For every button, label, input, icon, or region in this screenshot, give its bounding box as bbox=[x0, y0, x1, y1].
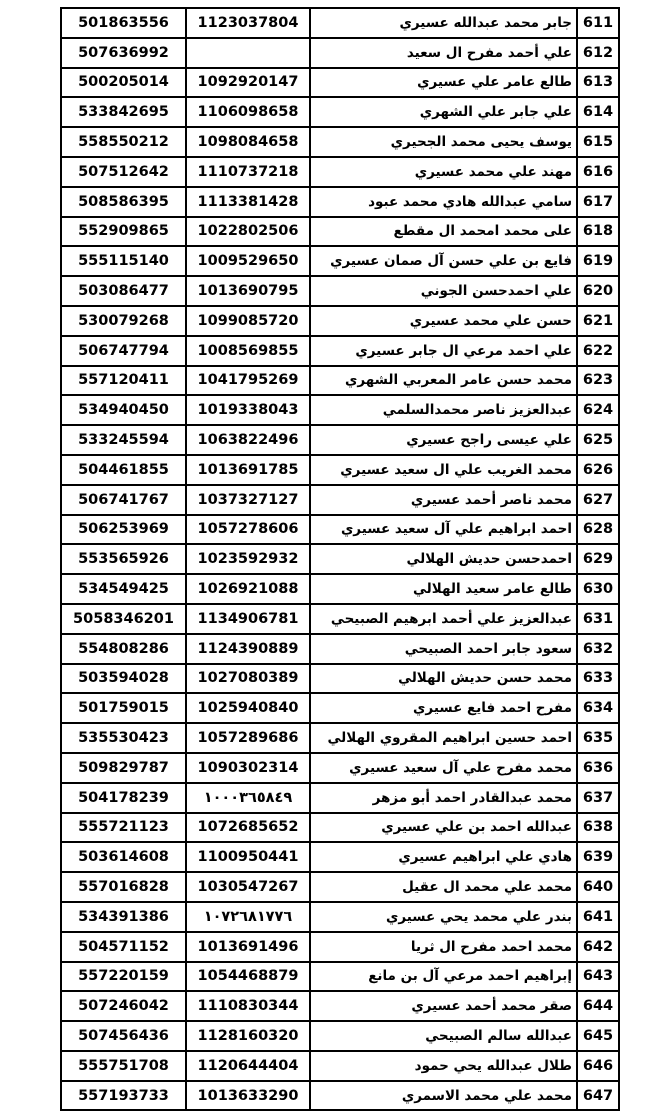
name-cell: علي أحمد مفرح ال سعيد bbox=[310, 38, 577, 68]
name-cell: علي جابر علي الشهري bbox=[310, 97, 577, 127]
id-number-cell: 1054468879 bbox=[186, 962, 310, 992]
name-cell: محمد حسن حديش الهلالي bbox=[310, 664, 577, 694]
id-number-cell: 1057289686 bbox=[186, 723, 310, 753]
name-cell: محمد حسن عامر المعربي الشهري bbox=[310, 366, 577, 396]
table-row bbox=[61, 604, 619, 634]
phone-cell: 552909865 bbox=[61, 217, 186, 247]
name-cell: على محمد امحمد ال مقطع bbox=[310, 217, 577, 247]
name-cell: علي احمد مرعي ال جابر عسيري bbox=[310, 336, 577, 366]
table-row bbox=[61, 783, 619, 813]
row-number-cell: 620 bbox=[577, 276, 619, 306]
id-number-cell: 1027080389 bbox=[186, 664, 310, 694]
id-number-cell: 1025940840 bbox=[186, 693, 310, 723]
phone-cell: 558550212 bbox=[61, 127, 186, 157]
phone-cell: 533245594 bbox=[61, 425, 186, 455]
row-number-cell: 641 bbox=[577, 902, 619, 932]
row-number-cell: 642 bbox=[577, 932, 619, 962]
name-cell: محمد احمد مفرح ال ثريا bbox=[310, 932, 577, 962]
row-number-cell: 627 bbox=[577, 485, 619, 515]
name-cell: احمد حسين ابراهيم المقروي الهلالي bbox=[310, 723, 577, 753]
table-row bbox=[61, 187, 619, 217]
name-cell: عبدالعزيز علي أحمد ابرهيم الصبيحي bbox=[310, 604, 577, 634]
name-cell: محمد مفرح علي آل سعيد عسيري bbox=[310, 753, 577, 783]
phone-cell: 507512642 bbox=[61, 157, 186, 187]
row-number-cell: 639 bbox=[577, 842, 619, 872]
id-number-cell: 1072685652 bbox=[186, 813, 310, 843]
table-row bbox=[61, 932, 619, 962]
phone-cell: 501863556 bbox=[61, 8, 186, 38]
table-row bbox=[61, 395, 619, 425]
row-number-cell: 635 bbox=[577, 723, 619, 753]
row-number-cell: 638 bbox=[577, 813, 619, 843]
records-table-body bbox=[61, 8, 619, 1110]
row-number-cell: 645 bbox=[577, 1021, 619, 1051]
id-number-cell: 1030547267 bbox=[186, 872, 310, 902]
phone-cell: 507246042 bbox=[61, 991, 186, 1021]
phone-cell: 509829787 bbox=[61, 753, 186, 783]
id-number-cell: 1106098658 bbox=[186, 97, 310, 127]
table-row bbox=[61, 515, 619, 545]
name-cell: محمد عبدالقادر احمد أبو مزهر bbox=[310, 783, 577, 813]
name-cell: إبراهيم احمد مرعي آل بن مانع bbox=[310, 962, 577, 992]
table-row bbox=[61, 1021, 619, 1051]
table-row bbox=[61, 872, 619, 902]
name-cell: احمدحسن حديش الهلالي bbox=[310, 544, 577, 574]
row-number-cell: 613 bbox=[577, 68, 619, 98]
table-row bbox=[61, 68, 619, 98]
phone-cell: 557193733 bbox=[61, 1081, 186, 1111]
phone-cell: 553565926 bbox=[61, 544, 186, 574]
table-row bbox=[61, 246, 619, 276]
id-number-cell: 1013691496 bbox=[186, 932, 310, 962]
name-cell: طالع عامر علي عسيري bbox=[310, 68, 577, 98]
row-number-cell: 611 bbox=[577, 8, 619, 38]
id-number-cell: 1100950441 bbox=[186, 842, 310, 872]
table-row bbox=[61, 425, 619, 455]
row-number-cell: 626 bbox=[577, 455, 619, 485]
name-cell: مهند علي محمد عسيري bbox=[310, 157, 577, 187]
phone-cell: 507456436 bbox=[61, 1021, 186, 1051]
name-cell: طلال عبدالله يحي حمود bbox=[310, 1051, 577, 1081]
phone-cell: 504178239 bbox=[61, 783, 186, 813]
name-cell: محمد الغريب علي ال سعيد عسيري bbox=[310, 455, 577, 485]
table-row bbox=[61, 634, 619, 664]
row-number-cell: 646 bbox=[577, 1051, 619, 1081]
name-cell: مفرح احمد فايع عسيري bbox=[310, 693, 577, 723]
table-row bbox=[61, 336, 619, 366]
phone-cell: 534391386 bbox=[61, 902, 186, 932]
phone-cell: 504571152 bbox=[61, 932, 186, 962]
row-number-cell: 640 bbox=[577, 872, 619, 902]
phone-cell: 557016828 bbox=[61, 872, 186, 902]
table-row bbox=[61, 842, 619, 872]
phone-cell: 555721123 bbox=[61, 813, 186, 843]
row-number-cell: 612 bbox=[577, 38, 619, 68]
phone-cell: 555751708 bbox=[61, 1051, 186, 1081]
row-number-cell: 616 bbox=[577, 157, 619, 187]
phone-cell: 534940450 bbox=[61, 395, 186, 425]
row-number-cell: 633 bbox=[577, 664, 619, 694]
table-row bbox=[61, 276, 619, 306]
id-number-cell: 1009529650 bbox=[186, 246, 310, 276]
name-cell: سعود جابر احمد الصبيحي bbox=[310, 634, 577, 664]
name-cell: محمد ناصر أحمد عسيري bbox=[310, 485, 577, 515]
id-number-cell: 1041795269 bbox=[186, 366, 310, 396]
phone-cell: 506741767 bbox=[61, 485, 186, 515]
id-number-cell: 1113381428 bbox=[186, 187, 310, 217]
row-number-cell: 631 bbox=[577, 604, 619, 634]
name-cell: علي عيسى راجح عسيري bbox=[310, 425, 577, 455]
phone-cell: 555115140 bbox=[61, 246, 186, 276]
table-row bbox=[61, 8, 619, 38]
id-number-cell: 1013633290 bbox=[186, 1081, 310, 1111]
name-cell: هادي علي ابراهيم عسيري bbox=[310, 842, 577, 872]
table-row bbox=[61, 962, 619, 992]
id-number-cell: 1026921088 bbox=[186, 574, 310, 604]
name-cell: حسن علي محمد عسيري bbox=[310, 306, 577, 336]
id-number-cell: 1120644404 bbox=[186, 1051, 310, 1081]
name-cell: عبدالعزيز ناصر محمدالسلمي bbox=[310, 395, 577, 425]
row-number-cell: 614 bbox=[577, 97, 619, 127]
table-row bbox=[61, 366, 619, 396]
phone-cell: 554808286 bbox=[61, 634, 186, 664]
row-number-cell: 629 bbox=[577, 544, 619, 574]
table-row bbox=[61, 157, 619, 187]
table-row bbox=[61, 753, 619, 783]
id-number-cell: 1124390889 bbox=[186, 634, 310, 664]
row-number-cell: 634 bbox=[577, 693, 619, 723]
name-cell: محمد علي محمد الاسمري bbox=[310, 1081, 577, 1111]
phone-cell: 534549425 bbox=[61, 574, 186, 604]
id-number-cell: 1023592932 bbox=[186, 544, 310, 574]
id-number-cell: 1019338043 bbox=[186, 395, 310, 425]
row-number-cell: 622 bbox=[577, 336, 619, 366]
table-row bbox=[61, 1081, 619, 1111]
table-row bbox=[61, 1051, 619, 1081]
id-number-cell: 1063822496 bbox=[186, 425, 310, 455]
name-cell: عبدالله احمد بن علي عسيري bbox=[310, 813, 577, 843]
row-number-cell: 623 bbox=[577, 366, 619, 396]
table-row bbox=[61, 902, 619, 932]
records-table bbox=[60, 7, 620, 1111]
id-number-cell: 1008569855 bbox=[186, 336, 310, 366]
row-number-cell: 615 bbox=[577, 127, 619, 157]
phone-cell: 503614608 bbox=[61, 842, 186, 872]
id-number-cell: ١٠٠٠٣٦٥٨٤٩ bbox=[186, 783, 310, 813]
name-cell: سامي عبدالله هادي محمد عبود bbox=[310, 187, 577, 217]
phone-cell: 503594028 bbox=[61, 664, 186, 694]
table-row bbox=[61, 455, 619, 485]
table-row bbox=[61, 574, 619, 604]
id-number-cell: 1090302314 bbox=[186, 753, 310, 783]
phone-cell: 508586395 bbox=[61, 187, 186, 217]
id-number-cell: 1013691785 bbox=[186, 455, 310, 485]
phone-cell: 5058346201 bbox=[61, 604, 186, 634]
table-row bbox=[61, 991, 619, 1021]
id-number-cell: 1128160320 bbox=[186, 1021, 310, 1051]
phone-cell: 507636992 bbox=[61, 38, 186, 68]
row-number-cell: 636 bbox=[577, 753, 619, 783]
phone-cell: 501759015 bbox=[61, 693, 186, 723]
table-row bbox=[61, 97, 619, 127]
id-number-cell bbox=[186, 38, 310, 68]
name-cell: جابر محمد عبدالله عسيري bbox=[310, 8, 577, 38]
phone-cell: 504461855 bbox=[61, 455, 186, 485]
id-number-cell: 1057278606 bbox=[186, 515, 310, 545]
table-row bbox=[61, 813, 619, 843]
table-row bbox=[61, 723, 619, 753]
name-cell: عبدالله سالم الصبيحي bbox=[310, 1021, 577, 1051]
id-number-cell: 1022802506 bbox=[186, 217, 310, 247]
phone-cell: 500205014 bbox=[61, 68, 186, 98]
row-number-cell: 617 bbox=[577, 187, 619, 217]
table-row bbox=[61, 306, 619, 336]
phone-cell: 557120411 bbox=[61, 366, 186, 396]
row-number-cell: 624 bbox=[577, 395, 619, 425]
row-number-cell: 621 bbox=[577, 306, 619, 336]
phone-cell: 503086477 bbox=[61, 276, 186, 306]
id-number-cell: 1110737218 bbox=[186, 157, 310, 187]
phone-cell: 506747794 bbox=[61, 336, 186, 366]
id-number-cell: 1123037804 bbox=[186, 8, 310, 38]
table-row bbox=[61, 664, 619, 694]
name-cell: يوسف يحيى محمد الجحيري bbox=[310, 127, 577, 157]
row-number-cell: 644 bbox=[577, 991, 619, 1021]
id-number-cell: 1092920147 bbox=[186, 68, 310, 98]
phone-cell: 506253969 bbox=[61, 515, 186, 545]
name-cell: فايع بن علي حسن آل صمان عسيري bbox=[310, 246, 577, 276]
id-number-cell: 1134906781 bbox=[186, 604, 310, 634]
name-cell: بندر علي محمد يحي عسيري bbox=[310, 902, 577, 932]
row-number-cell: 619 bbox=[577, 246, 619, 276]
table-row bbox=[61, 693, 619, 723]
phone-cell: 535530423 bbox=[61, 723, 186, 753]
table-row bbox=[61, 38, 619, 68]
row-number-cell: 630 bbox=[577, 574, 619, 604]
row-number-cell: 643 bbox=[577, 962, 619, 992]
name-cell: طالع عامر سعيد الهلالي bbox=[310, 574, 577, 604]
row-number-cell: 628 bbox=[577, 515, 619, 545]
name-cell: احمد ابراهيم علي آل سعيد عسيري bbox=[310, 515, 577, 545]
row-number-cell: 625 bbox=[577, 425, 619, 455]
row-number-cell: 632 bbox=[577, 634, 619, 664]
table-row bbox=[61, 217, 619, 247]
name-cell: صقر محمد أحمد عسيري bbox=[310, 991, 577, 1021]
id-number-cell: 1037327127 bbox=[186, 485, 310, 515]
phone-cell: 557220159 bbox=[61, 962, 186, 992]
table-row bbox=[61, 127, 619, 157]
id-number-cell: ١٠٧٢٦٨١٧٧٦ bbox=[186, 902, 310, 932]
table-row bbox=[61, 485, 619, 515]
id-number-cell: 1098084658 bbox=[186, 127, 310, 157]
id-number-cell: 1013690795 bbox=[186, 276, 310, 306]
name-cell: علي احمدحسن الجوني bbox=[310, 276, 577, 306]
name-cell: محمد علي محمد ال عقيل bbox=[310, 872, 577, 902]
row-number-cell: 647 bbox=[577, 1081, 619, 1111]
id-number-cell: 1110830344 bbox=[186, 991, 310, 1021]
id-number-cell: 1099085720 bbox=[186, 306, 310, 336]
phone-cell: 533842695 bbox=[61, 97, 186, 127]
row-number-cell: 618 bbox=[577, 217, 619, 247]
row-number-cell: 637 bbox=[577, 783, 619, 813]
phone-cell: 530079268 bbox=[61, 306, 186, 336]
table-row bbox=[61, 544, 619, 574]
